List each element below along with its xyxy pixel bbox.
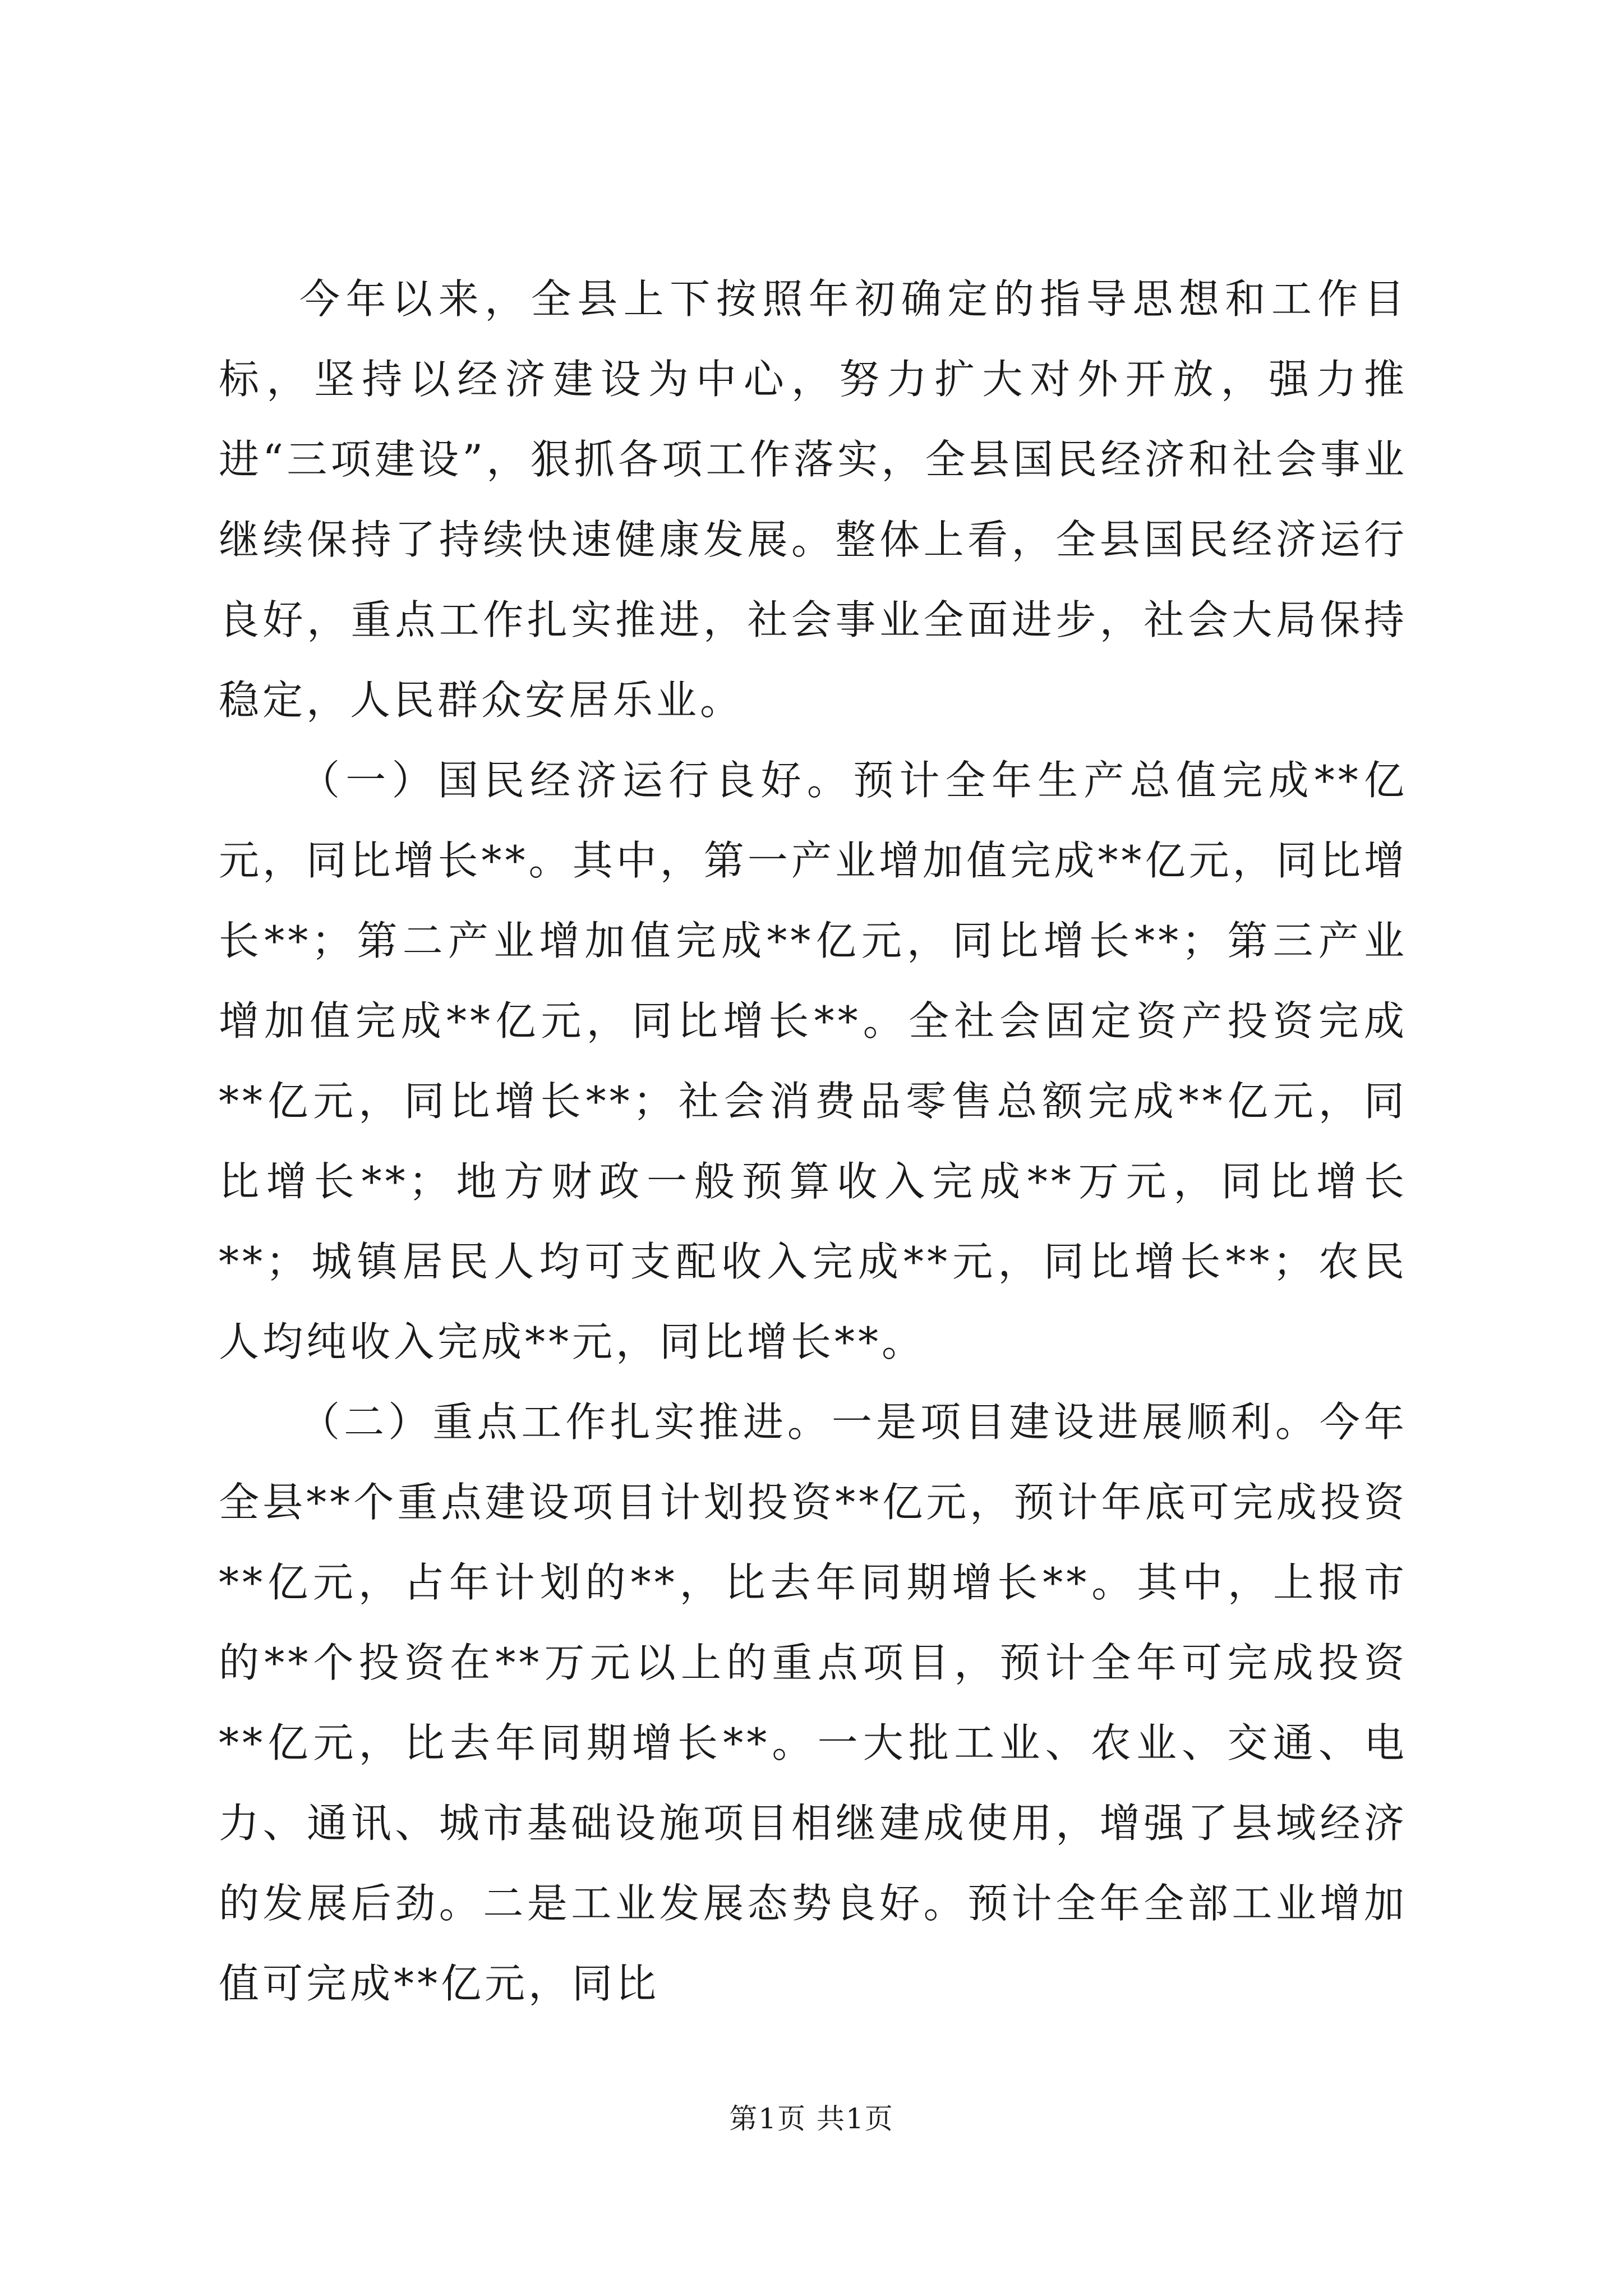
page-footer: 第1页 共1页 [729, 2102, 894, 2135]
paragraph-economy: （一）国民经济运行良好。预计全年生产总值完成**亿元，同比增长**。其中，第一产业增加值完成**亿元，同比增长**；第二产业增加值完成**亿元，同比增长**；第三产业增加值完成**亿元，同比增长**。全社会固定资产投资完成**亿元，同比增长**；社会消费品零售总额完成**亿元，同比增长**；地方财政一般预算收入完成**万元，同比增长**；城镇居民人均可支配收入完成**元，同比增长**；农民人均纯收入完成**元，同比增长**。 [219, 757, 1408, 1365]
document-body [219, 259, 1408, 2024]
paragraph-intro: 今年以来，全县上下按照年初确定的指导思想和工作目标，坚持以经济建设为中心，努力扩大对外开放，强力推进“三项建设”，狠抓各项工作落实，全县国民经济和社会事业继续保持了持续快速健康发展。整体上看，全县国民经济运行良好，重点工作扎实推进，社会事业全面进步，社会大局保持稳定，人民群众安居乐业。 [219, 275, 1408, 724]
paragraph-key-work: （二）重点工作扎实推进。一是项目建设进展顺利。今年全县**个重点建设项目计划投资**亿元，预计年底可完成投资**亿元，占年计划的**，比去年同期增长**。其中，上报市的**个投资在**万元以上的重点项目，预计全年可完成投资**亿元，比去年同期增长**。一大批工业、农业、交通、电力、通讯、城市基础设施项目相继建成使用，增强了县域经济的发展后劲。二是工业发展态势良好。预计全年全部工业增加值可完成**亿元，同比 [219, 1398, 1408, 2007]
